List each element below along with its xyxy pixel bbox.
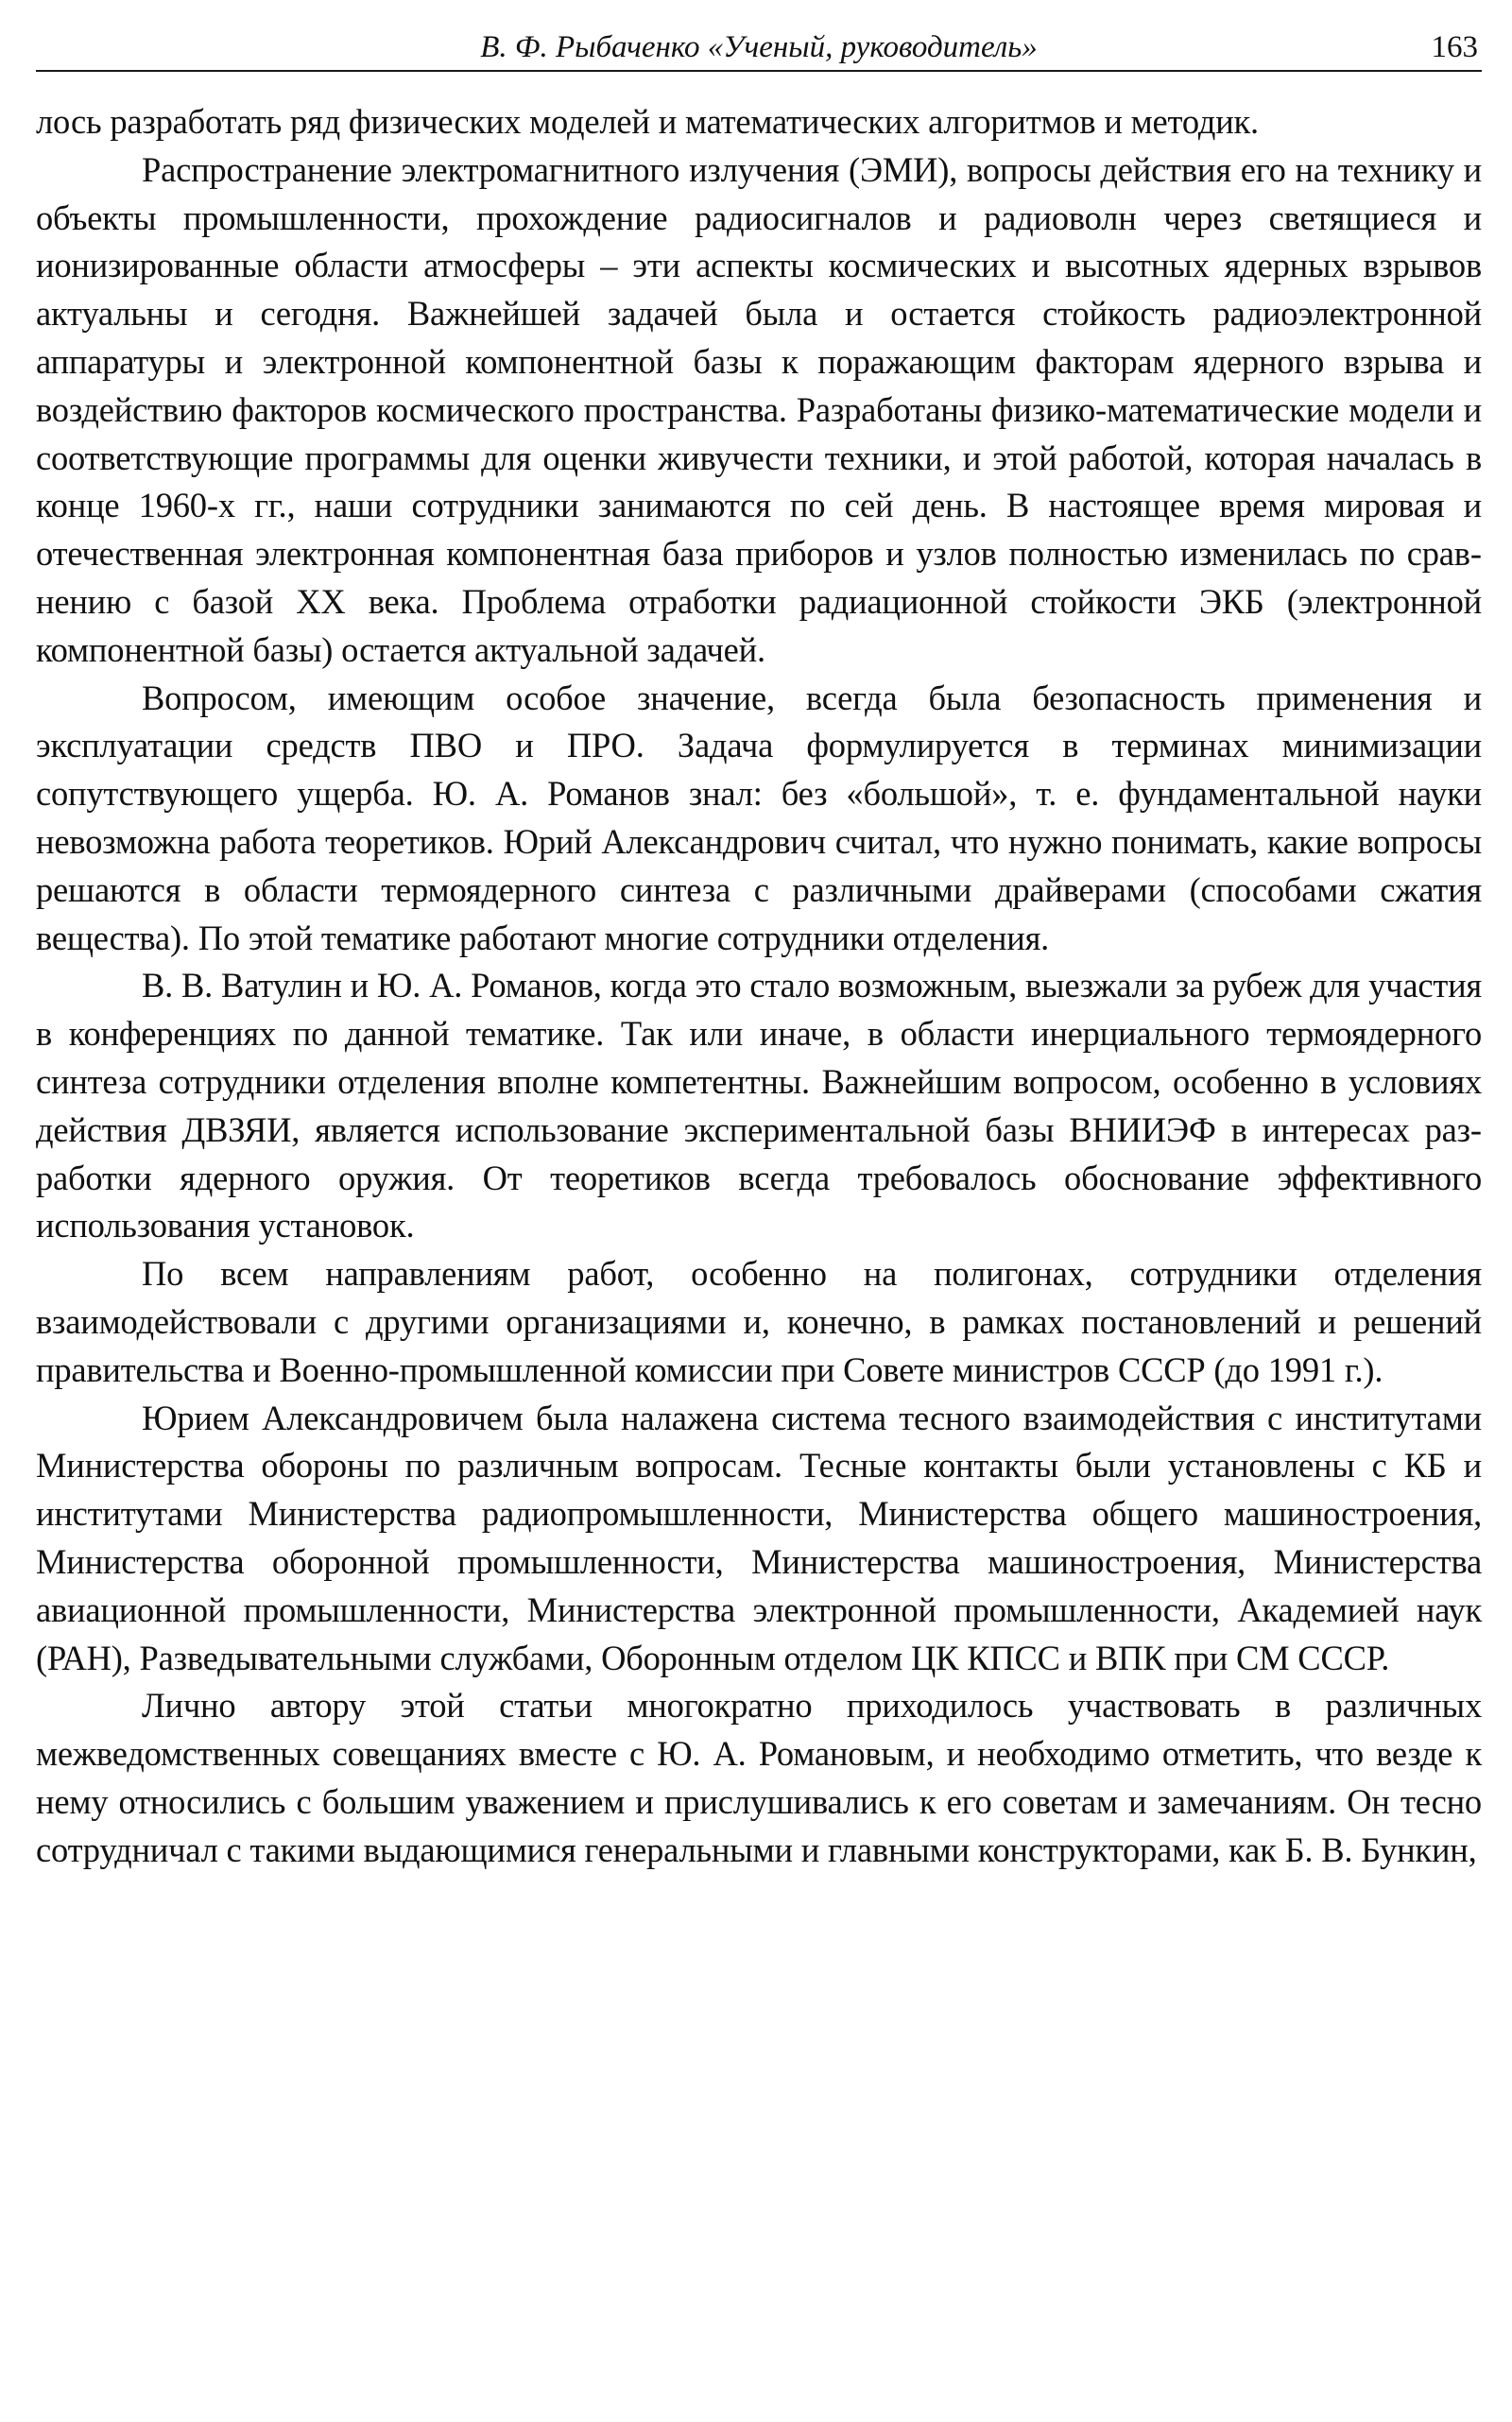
paragraph-author-recollection: Лично автору этой статьи многократно приходилось участвовать в различных межведомственных совещаниях вместе с Ю. А. Романовым, и необходимо отметить, что везде к нему относились с большим уважением и прислушивались к его советам и замечаниям. Он тесно сотрудничал с такими выдающимися генеральными и главными конструкторами, как Б. В. Бункин, — [36, 1686, 1482, 1869]
paragraph-air-defense-safety: Вопросом, имеющим особое значение, всегда была безопасность применения и эксплуатации средств ПВО и ПРО. Задача формулируется в терминах минимизации сопутствующего ущерба. Ю. А. Романов знал: без «большой», т. е. фундаментальной науки невозможна работа теоретиков. Юрий Александрович считал, что нужно понимать, какие вопросы решаются в области термоядерного синтеза с различными драйверами (способами сжатия вещества). По этой тематике работают многие сотрудники отделения. — [36, 678, 1482, 957]
body-text — [36, 98, 1482, 1874]
paragraph-conferences: В. В. Ватулин и Ю. А. Романов, когда это стало возможным, выезжали за рубеж для участия в конференциях по данной тематике. Так или иначе, в области инерциального термоядерного синтеза сотрудники отделения вполне компетентны. Важнейшим вопросом, особенно в условиях действия ДВЗЯИ, является использование экспериментальной базы ВНИИЭФ в интересах разработки ядерного оружия. От теоретиков всегда требовалось обоснование эффективного использования установок. — [36, 966, 1482, 1245]
running-header — [36, 26, 1482, 72]
running-title: В. Ф. Рыбаченко «Ученый, руководитель» — [480, 30, 1038, 64]
paragraph-emp-radiation: Распространение электромагнитного излучения (ЭМИ), вопросы действия его на технику и объекты промышленности, прохождение радиосигналов и радиоволн через светящиеся и ионизированные области атмосферы – эти аспекты космических и высотных ядерных взрывов актуальны и сегодня. Важнейшей задачей была и остается стойкость радиоэлектронной аппаратуры и электронной компонентной базы к поражающим факторам ядерного взрыва и воздействию факторов космического пространства. Разработаны физико-математические модели и соответствующие программы для оценки живучести техники, и этой работой, которая началась в конце 1960-х гг., наши сотрудники занимаются по сей день. В настоящее время мировая и отечественная электронная компонентная база приборов и узлов полностью изменилась по сравнению с базой XX века. Проблема отработки радиационной стойкости ЭКБ (электронной компонентной базы) остается актуальной задачей. — [36, 149, 1482, 669]
page-number: 163 — [1431, 30, 1478, 64]
book-page — [36, 26, 1482, 1874]
paragraph-ministries: Юрием Александровичем была налажена система тесного взаимодействия с институтами Министерства обороны по различным вопросам. Тесные контакты были установлены с КБ и институтами Министерства радиопромышленности, Министерства общего машиностроения, Министерства оборонной промышленности, Министерства машиностроения, Министерства авиационной промышленности, Министерства электронной промышленности, Академией наук (РАН), Разведывательными службами, Оборонным отделом ЦК КПСС и ВПК при СМ СССР. — [36, 1398, 1482, 1677]
paragraph-continued: лось разработать ряд физических моделей и математических алгоритмов и методик. — [36, 102, 1259, 141]
paragraph-cooperation: По всем направлениям работ, особенно на полигонах, сотрудники отделения взаимодействовали с другими организациями и, конечно, в рамках постановлений и решений правительства и Военно-промышленной комиссии при Совете министров СССР (до 1991 г.). — [36, 1254, 1482, 1389]
